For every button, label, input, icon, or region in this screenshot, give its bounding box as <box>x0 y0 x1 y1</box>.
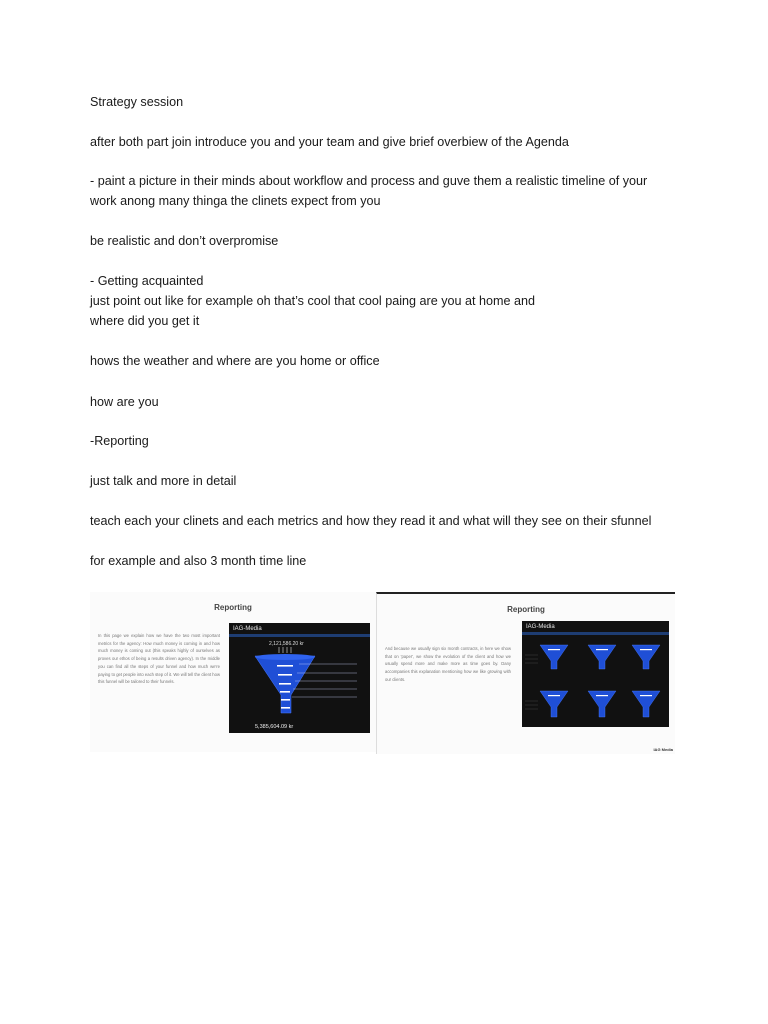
doc-paragraph: where did you get it <box>90 314 200 328</box>
funnel-grid-graphic <box>522 621 669 727</box>
reporting-slide-image-2 <box>376 592 675 754</box>
slide-title: Reporting <box>507 605 545 614</box>
doc-paragraph: - Getting acquainted <box>90 274 204 288</box>
doc-paragraph: -Reporting <box>90 434 149 448</box>
doc-paragraph: be realistic and don’t overpromise <box>90 234 279 248</box>
dashboard-brand: IAG-Media <box>233 626 262 632</box>
doc-paragraph: just talk and more in detail <box>90 474 237 488</box>
reporting-slide-image <box>90 592 376 752</box>
doc-title: Strategy session <box>90 95 184 109</box>
doc-paragraph: work anong many thinga the clinets expect from you <box>90 194 381 208</box>
funnel-graphic <box>229 623 370 733</box>
slide-body-text: And because we usually sign six month contracts, in here we show that on 'paper', we show the evolution of the client and how we usually spend more and make more as time goes by. Dany accompanies this explanation mentioning how we like growing with our clients. <box>385 646 511 682</box>
footer-logo: IAG Media <box>653 747 673 752</box>
slide-body-text: In this page we explain how we have the two most important metrics for the agency: How much money is coming in and how much money is coming out (this speaks highly of ourselves as proves our ethos of being a results driven agency). In the middle you can find all the steps of your funnel and how much we're paying to get people into each step of it. We will tell the client how this funnel will be tailored to their funnels. <box>98 633 220 685</box>
doc-paragraph: how are you <box>90 395 159 409</box>
dashboard-brand: IAG-Media <box>526 624 555 630</box>
dashboard-screenshot <box>522 621 669 727</box>
doc-paragraph: after both part join introduce you and your team and give brief overbiew of the Agenda <box>90 135 569 149</box>
dashboard-top-value: 2,121,586.20 kr <box>269 641 304 647</box>
dashboard-total: 5,385,604.09 kr <box>255 724 294 730</box>
doc-paragraph: teach each your clinets and each metrics and how they read it and what will they see on their sfunnel <box>90 514 652 528</box>
doc-paragraph: - paint a picture in their minds about workflow and process and guve them a realistic timeline of your <box>90 174 648 188</box>
doc-paragraph: just point out like for example oh that’s cool that cool paing are you at home and <box>90 294 536 308</box>
doc-paragraph: hows the weather and where are you home or office <box>90 354 380 368</box>
dashboard-screenshot <box>229 623 370 733</box>
doc-paragraph: for example and also 3 month time line <box>90 554 307 568</box>
slide-title: Reporting <box>214 603 252 612</box>
